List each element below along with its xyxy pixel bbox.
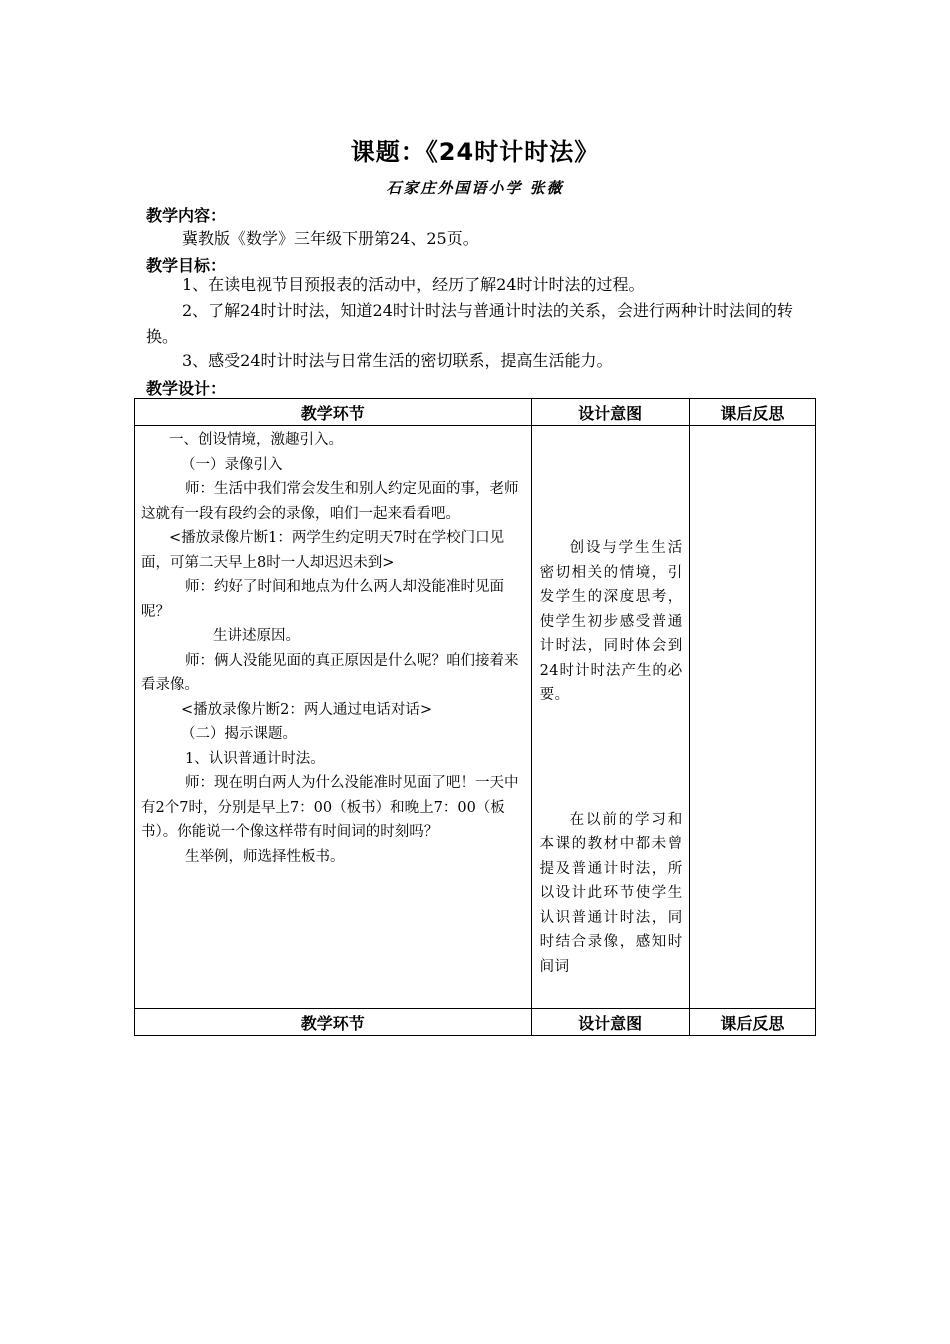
intent-paragraph-2: 在以前的学习和本课的教材中都未曾提及普通计时法，所以设计此环节使学生认识普通计时法，同时结合录像，感知时间词 <box>539 811 683 975</box>
table-header-row <box>135 399 816 426</box>
lesson-title: 课题：《24时计时法》 <box>350 138 600 166</box>
reflection-cell <box>689 426 815 1009</box>
step-line: 师：生活中我们常会发生和别人约定见面的事，老师这就有一段有段约会的录像，咱们一起来看看吧。 <box>141 481 519 522</box>
step-line: 一、创设情境，激趣引入。 <box>169 432 343 448</box>
author-line: 石家庄外国语小学 张薇 <box>386 179 564 197</box>
steps-cell <box>135 426 532 1009</box>
intent-paragraph-1: 创设与学生生活密切相关的情境，引发学生的深度思考，使学生初步感受普通计时法，同时体会到24时计时法产生的必要。 <box>539 540 683 703</box>
step-line: <播放录像片断2：两人通过电话对话> <box>181 701 433 718</box>
table-row <box>135 426 816 1009</box>
step-line: 师：俩人没能见面的真正原因是什么呢？咱们接着来看录像。 <box>141 652 519 693</box>
column-header-steps: 教学环节 <box>135 1009 532 1036</box>
design-heading: 教学设计： <box>146 379 227 398</box>
step-line: 生讲述原因。 <box>213 628 300 644</box>
step-line: <播放录像片断1：两学生约定明天7时在学校门口见面，可第二天早上8时一人却迟迟未到> <box>141 530 505 571</box>
step-line: 师：约好了时间和地点为什么两人却没能准时见面呢？ <box>141 579 504 620</box>
step-line: 1、认识普通计时法。 <box>185 750 325 767</box>
column-header-intent: 设计意图 <box>531 1009 689 1036</box>
step-line: （二）揭示课题。 <box>181 726 297 742</box>
table-header-row-repeat <box>135 1009 816 1036</box>
design-table <box>134 398 816 1036</box>
column-header-intent: 设计意图 <box>531 399 689 426</box>
step-line: 师：现在明白两人为什么没能准时见面了吧！一天中有2个7时，分别是早上7：00（板书）和晚上7：00（板书）。你能说一个像这样带有时间词的时刻吗？ <box>141 775 519 840</box>
goal-item-3: 3、感受24时计时法与日常生活的密切联系，提高生活能力。 <box>182 351 613 370</box>
goals-heading: 教学目标： <box>146 256 227 275</box>
column-header-steps: 教学环节 <box>135 399 532 426</box>
content-text: 冀教版《数学》三年级下册第24、25页。 <box>182 229 479 248</box>
goal-item-2: 2、了解24时计时法，知道24时计时法与普通计时法的关系，会进行两种计时法间的转换。 <box>146 301 793 346</box>
intent-cell <box>531 426 689 1009</box>
column-header-reflection: 课后反思 <box>689 1009 815 1036</box>
content-heading: 教学内容： <box>146 206 227 225</box>
step-line: 生举例，师选择性板书。 <box>185 848 345 865</box>
goal-item-1: 1、在读电视节目预报表的活动中，经历了解24时计时法的过程。 <box>182 275 645 294</box>
column-header-reflection: 课后反思 <box>689 399 815 426</box>
step-line: （一）录像引入 <box>181 456 283 473</box>
